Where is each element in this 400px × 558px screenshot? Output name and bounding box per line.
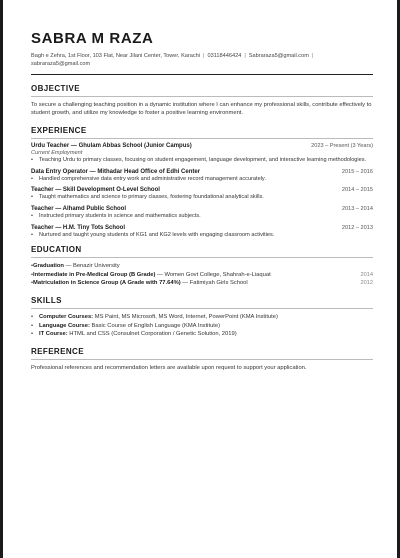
section-divider [31, 308, 373, 309]
education-section [31, 245, 373, 288]
section-divider [31, 257, 373, 258]
education-institution: — Fatimiyah Girls School [180, 280, 248, 287]
objective-heading: OBJECTIVE [31, 84, 80, 94]
skill-value: MS Paint, MS Microsoft, MS Word, Internet, PowerPoint (KMA Institute) [93, 313, 278, 320]
skill-item [31, 330, 373, 339]
skill-label: Language Course: [39, 322, 90, 329]
skill-item [31, 313, 373, 322]
contact-separator: | [203, 53, 205, 59]
skills-heading: SKILLS [31, 295, 62, 305]
job-dates: 2013 – 2014 [341, 205, 373, 212]
bullet-icon: • [31, 280, 34, 287]
bullet-icon: • [31, 263, 34, 270]
bullet-icon: • [31, 157, 33, 164]
skill-value: HTML and CSS (Consulnet Corporation / Genetic Solution, 2019) [67, 331, 237, 338]
job-title: Data Entry Operator — Mithadar Head Office of Edhi Center [31, 168, 201, 175]
education-heading: EDUCATION [31, 245, 82, 255]
education-degree: Matriculation in Science Group (A Grade with 77.64%) [33, 280, 181, 287]
job-dates: 2015 – 2016 [341, 168, 373, 175]
skill-item [31, 322, 373, 331]
education-degree: Intermediate in Pre-Medical Group (B Grade) [33, 271, 156, 278]
job-dates: 2023 – Present (3 Years) [311, 143, 373, 150]
contact-email-primary[interactable]: Sabraraza5@gmail.com [248, 53, 309, 59]
skill-label: IT Course: [39, 331, 68, 338]
job-dates: 2012 – 2013 [341, 224, 373, 231]
education-degree: Graduation [33, 263, 64, 270]
bullet-icon: • [31, 313, 34, 320]
reference-section [31, 347, 373, 372]
skill-label: Computer Courses: [39, 313, 94, 320]
contact-email-secondary[interactable]: sabraraza5@gmail.com [31, 60, 91, 67]
education-institution: — Benazir University [63, 263, 120, 270]
candidate-name: SABRA M RAZA [31, 30, 154, 47]
experience-section [31, 126, 373, 239]
contact-separator: | [311, 53, 314, 59]
section-divider [31, 138, 373, 139]
bullet-icon: • [31, 194, 33, 201]
contact-phone: 03118446424 [207, 53, 242, 59]
contact-address: Bagh e Zehra, 1st Floor, 103 Flat, Near Jilani Center, Tower, Karachi [31, 53, 201, 59]
education-institution: — Women Govt College, Shahrah-e-Liaquat [155, 271, 271, 278]
skill-value: Basic Course of English Language (KMA Institute) [89, 322, 221, 329]
bullet-icon: • [31, 322, 34, 329]
education-year: 2014 [360, 271, 373, 278]
header-divider [31, 74, 373, 75]
education-item [31, 271, 373, 280]
education-year: 2012 [360, 280, 373, 287]
job-description: Instructed primary students in science and mathematics subjects. [39, 212, 201, 219]
job-entry [31, 169, 373, 184]
job-title: Urdu Teacher — Ghulam Abbas School (Junior Campus) [31, 143, 192, 150]
resume-content [31, 30, 373, 372]
bullet-icon: • [31, 231, 33, 238]
job-entry [31, 206, 373, 221]
job-dates: 2014 – 2015 [341, 187, 373, 194]
skills-section [31, 296, 373, 339]
job-description: Taught mathematics and science to primary classes, fostering foundational analytical skills. [39, 194, 264, 201]
experience-heading: EXPERIENCE [31, 126, 87, 136]
section-divider [31, 96, 373, 97]
job-entry [31, 143, 373, 165]
reference-heading: REFERENCE [31, 346, 84, 356]
contact-separator: | [244, 53, 246, 59]
bullet-icon: • [31, 331, 34, 338]
bullet-icon: • [31, 175, 33, 182]
job-description: Nurtured and taught young students of KG1 and KG2 levels with engaging classroom activities. [39, 231, 275, 238]
job-title: Teacher — Skill Development O-Level School [31, 187, 160, 194]
section-divider [31, 359, 373, 360]
job-entry [31, 225, 373, 240]
objective-text: To secure a challenging teaching position in a dynamic institution where I can enhance my professional skills, contribute effectively to student growth, and utilize my knowledge to foster a positive learning environment. [31, 102, 372, 117]
job-entry [31, 187, 373, 202]
education-item [31, 262, 373, 271]
bullet-icon: • [31, 212, 33, 219]
contact-info [31, 53, 373, 68]
job-title: Teacher — H.M. Tiny Tots School [31, 224, 126, 231]
job-status: Current Employment [31, 150, 83, 157]
job-description: Teaching Urdu to primary classes, focusing on student engagement, language development, and interactive learning methodologies. [39, 157, 367, 164]
job-title: Teacher — Alhamd Public School [31, 205, 127, 212]
bullet-icon: • [31, 271, 34, 278]
objective-section [31, 84, 373, 117]
job-description: Handled comprehensive data entry work and administrative record management accurately. [39, 175, 266, 182]
education-item [31, 279, 373, 288]
reference-text: Professional references and recommendation letters are available upon request to support your application. [31, 364, 307, 371]
